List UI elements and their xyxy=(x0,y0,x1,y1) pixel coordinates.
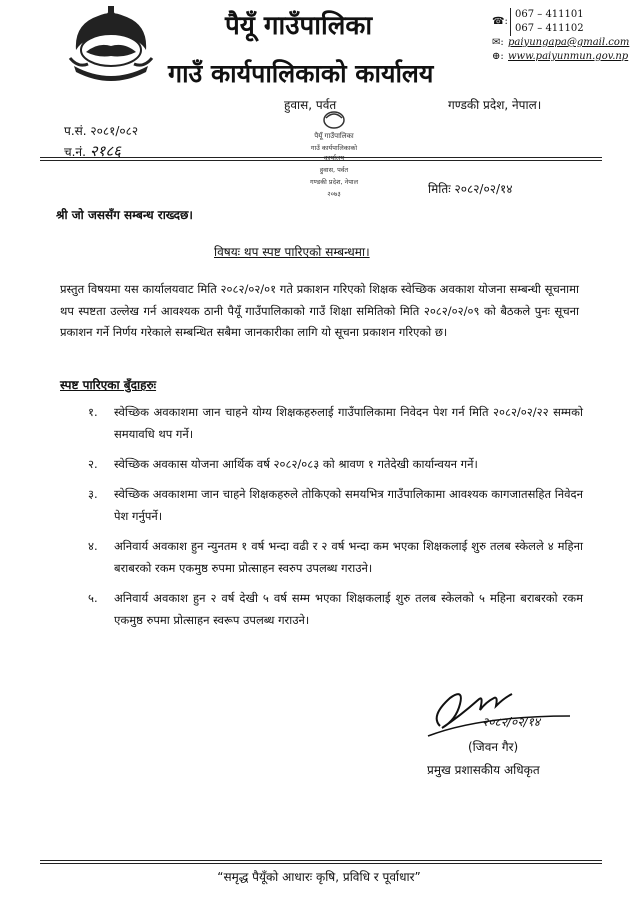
letter-date: मितिः २०८२/०२/१४ xyxy=(428,182,513,196)
header-divider xyxy=(40,157,602,158)
svg-text:गाउँ कार्यपालिकाको: गाउँ कार्यपालिकाको xyxy=(310,144,358,152)
list-item-text: स्वेच्छिक अवकाशमा जान चाहने योग्य शिक्षकहरुलाई गाउँपालिकामा निवेदन पेश गर्न मिति २०८२/०२/२२ सम्मको समयावधि थप गर्ने। xyxy=(114,405,583,441)
signature-date: २०८२/०२/१४ xyxy=(482,715,541,729)
email-address[interactable]: paiyungapa@gmail.com xyxy=(508,37,630,48)
footer-divider-double xyxy=(40,863,602,864)
svg-text:२०७३: २०७३ xyxy=(327,190,341,198)
list-item xyxy=(88,483,583,527)
contact-block xyxy=(492,8,629,64)
footer-slogan: “समृद्ध पैयूँको आधारः कृषि, प्रविधि र पूर्वाधार” xyxy=(217,870,421,884)
chalani-label: च.नं. xyxy=(64,145,86,159)
svg-text:कार्यालय: कार्यालय xyxy=(323,154,345,162)
web-icon: ⊕: xyxy=(492,51,504,62)
list-item xyxy=(88,587,583,631)
nepal-emblem-icon xyxy=(68,6,154,84)
list-item-text: स्वेच्छिक अवकाशमा जान चाहने शिक्षकहरुले तोकिएको समयभित्र गाउँपालिकामा आवश्यक कागजातसहित निवेदन पेश गर्नुपर्ने। xyxy=(114,487,583,523)
list-item xyxy=(88,535,583,579)
list-item xyxy=(88,401,583,445)
header-divider-double xyxy=(40,160,602,161)
points-heading: स्पष्ट पारिएका बुँदाहरुः xyxy=(60,378,157,392)
svg-text:पैयूँ गाउँपालिका: पैयूँ गाउँपालिका xyxy=(314,132,354,140)
list-item-text: अनिवार्य अवकाश हुन २ वर्ष देखी ५ वर्ष सम्म भएका शिक्षकलाई शुरु तलब स्केलको ५ महिना बराबरको रकम एकमुष्ठ रुपमा प्रोत्साहन स्वरूप उपलब्ध गराउने। xyxy=(114,591,583,627)
list-item xyxy=(88,453,583,475)
list-item-number: २. xyxy=(88,457,98,471)
list-item-text: अनिवार्य अवकाश हुन न्युनतम १ वर्ष भन्दा वढी र २ वर्ष भन्दा कम भएका शिक्षकलाई शुरु तलब स्केलले ४ महिना बराबरको रकम एकमुष्ठ रुपमा प्रोत्साहन स्वरुप उपलब्ध गराउने। xyxy=(114,539,583,575)
list-item-number: १. xyxy=(88,405,98,419)
svg-text:गण्डकी प्रदेश, नेपाल: गण्डकी प्रदेश, नेपाल xyxy=(309,178,359,186)
letter-subject: विषयः थप स्पष्ट पारिएको सम्बन्धमा। xyxy=(214,245,370,259)
chalani-number xyxy=(64,141,121,161)
chalani-value: २१८६ xyxy=(89,142,121,160)
recipient-greeting: श्री जो जससँग सम्बन्ध राख्दछ। xyxy=(56,208,193,222)
points-list xyxy=(88,401,583,639)
list-item-text: स्वेच्छिक अवकास योजना आर्थिक वर्ष २०८२/०८३ को श्रावण १ गतेदेखी कार्यान्वयन गर्ने। xyxy=(114,457,478,471)
phone-icon: ☎: xyxy=(492,16,508,27)
list-item-number: ५. xyxy=(88,591,98,605)
list-item-number: ४. xyxy=(88,539,98,553)
website-link[interactable]: www.paiyunmun.gov.np xyxy=(508,51,629,62)
phone-numbers xyxy=(510,8,584,36)
location-municipality: हुवास, पर्वत xyxy=(284,98,337,112)
body-paragraph: प्रस्तुत विषयमा यस कार्यालयवाट मिति २०८२/०२/०१ गते प्रकाशन गरिएको शिक्षक स्वेच्छिक अवकाश योजना सम्बन्धी सूचनामा थप स्पष्टता उल्लेख गर्न आवश्यक ठानी पैयूँ गाउँपालिकाको गाउँ शिक्षा समितिको मिति २०८२/०२/०९ को बैठकले पुनः सूचना प्रकाशन गर्ने निर्णय गरेकाले सम्बन्धित सबैमा जानकारीका लागि यो सूचना प्रकाशन गरिएको छ। xyxy=(60,282,579,339)
office-seal-stamp xyxy=(288,108,380,204)
office-title-line1: पैयूँ गाउँपालिका xyxy=(225,11,373,41)
signatory-designation: प्रमुख प्रशासकीय अधिकृत xyxy=(427,763,540,777)
phone-2: 067 – 411102 xyxy=(515,23,584,34)
email-icon: ✉: xyxy=(492,37,504,48)
svg-text:हुवास, पर्वत: हुवास, पर्वत xyxy=(319,166,349,174)
patra-sankhya: प.सं. २०८१/०८२ xyxy=(64,124,139,138)
office-title-line2: गाउँ कार्यपालिकाको कार्यालय xyxy=(168,59,434,88)
list-item-number: ३. xyxy=(88,487,98,501)
phone-1: 067 – 411101 xyxy=(515,9,584,20)
location-province: गण्डकी प्रदेश, नेपाल। xyxy=(448,98,542,112)
signatory-name: (जिवन गैर) xyxy=(468,740,519,754)
footer-divider xyxy=(40,860,602,861)
